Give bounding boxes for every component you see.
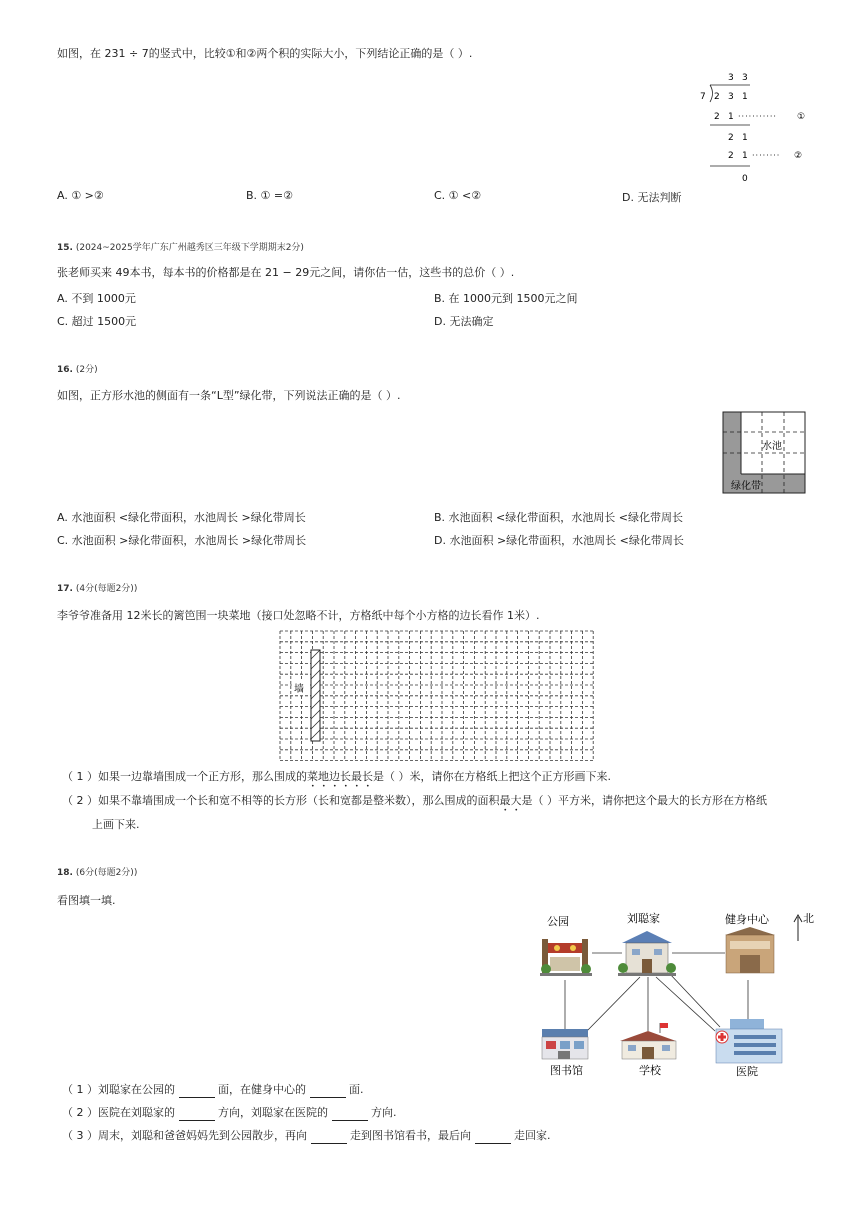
q17-sub1 [62, 769, 611, 790]
q17-sub2-emphasis: 最大 [499, 794, 522, 807]
dividend-digit: 3 [728, 92, 734, 102]
q15-option-c[interactable]: C. 超过 1500元 [57, 315, 137, 328]
q18-sub2-blank-2[interactable] [332, 1109, 368, 1121]
q17-sub1-emphasis: 菜地边长最长 [307, 770, 373, 783]
q18-sub2-text: （ 2 ）医院在刘聪家的 [62, 1106, 175, 1119]
q18-sub3-text: 走回家. [514, 1129, 551, 1142]
q18-sub1-blank-1[interactable] [179, 1086, 215, 1098]
q14-option-b[interactable]: B. ① =② [246, 189, 293, 202]
q18-sub3 [62, 1128, 551, 1144]
partial-digit: 1 [742, 133, 748, 143]
long-division-figure [698, 68, 810, 188]
gym-icon [725, 927, 775, 973]
home-label: 刘聪家 [627, 912, 660, 925]
q14-stem: 如图，在 231 ÷ 7的竖式中，比较①和②两个积的实际大小，下列结论正确的是（ ）. [57, 47, 473, 60]
library-label: 图书馆 [550, 1064, 583, 1077]
q18-sub1-text: （ 1 ）刘聪家在公园的 [62, 1083, 175, 1096]
q14-option-d[interactable]: D. 无法判断 [622, 191, 682, 204]
q18-sub1-blank-2[interactable] [310, 1086, 346, 1098]
north-arrow-icon [794, 915, 802, 941]
north-label: 北 [803, 912, 814, 925]
svg-text:········: ········ [752, 151, 781, 160]
q15-source: (2024~2025学年广东广州越秀区三年级下学期期末2分) [75, 243, 304, 253]
q17-sub1-text: （ 1 ）如果一边靠墙围成一个正方形，那么围成的 [62, 770, 307, 783]
partial-digit: 2 [728, 133, 734, 143]
mark-2: ② [794, 151, 803, 161]
product-digit: 1 [728, 112, 734, 122]
q15-header [57, 240, 304, 253]
pool-figure [722, 411, 807, 495]
q18-source: (6分(每题2分)) [75, 868, 138, 878]
q18-sub3-text: 走到图书馆看书，最后向 [350, 1129, 471, 1142]
product-digit: 2 [728, 151, 734, 161]
q18-sub1-text: 面. [349, 1083, 364, 1096]
svg-text:···········: ··········· [738, 112, 777, 121]
quotient-digit: 3 [742, 73, 748, 83]
q15-stem: 张老师买来 49本书，每本书的价格都是在 21 − 29元之间，请你估一估，这些书的总价（ ）. [57, 266, 515, 279]
library-icon [542, 1029, 588, 1059]
q14-option-a[interactable]: A. ① >② [57, 189, 104, 202]
park-icon [540, 939, 592, 976]
q18-sub2 [62, 1105, 397, 1121]
q15-option-a[interactable]: A. 不到 1000元 [57, 292, 136, 305]
q17-number: 17. [57, 584, 73, 594]
q18-sub2-blank-1[interactable] [179, 1109, 215, 1121]
q18-sub3-text: （ 3 ）周末，刘聪和爸爸妈妈先到公园散步，再向 [62, 1129, 307, 1142]
q18-sub2-text: 方向，刘聪家在医院的 [218, 1106, 328, 1119]
q16-option-c[interactable]: C. 水池面积 >绿化带面积，水池周长 >绿化带周长 [57, 534, 307, 547]
q18-number: 18. [57, 868, 73, 878]
mark-1: ① [797, 112, 806, 122]
grid-paper[interactable] [278, 629, 594, 763]
q17-sub2-text: （ 2 ）如果不靠墙围成一个长和宽不相等的长方形（长和宽都是整米数），那么围成的面积 [62, 794, 500, 807]
q16-option-d[interactable]: D. 水池面积 >绿化带面积，水池周长 <绿化带周长 [434, 534, 684, 547]
q16-option-b[interactable]: B. 水池面积 <绿化带面积，水池周长 <绿化带周长 [434, 511, 683, 524]
q18-sub3-blank-2[interactable] [475, 1132, 511, 1144]
q17-sub2-cont: 上画下来. [92, 818, 140, 831]
hospital-icon [716, 1019, 782, 1063]
park-label: 公园 [547, 915, 569, 928]
q16-stem: 如图，正方形水池的侧面有一条“L型”绿化带，下列说法正确的是（ ）. [57, 389, 401, 402]
product-digit: 1 [742, 151, 748, 161]
dividend-digit: 1 [742, 92, 748, 102]
q16-option-a[interactable]: A. 水池面积 <绿化带面积，水池周长 >绿化带周长 [57, 511, 306, 524]
q16-header [57, 362, 98, 375]
q18-sub2-text: 方向. [371, 1106, 397, 1119]
q18-sub1 [62, 1082, 364, 1098]
q15-number: 15. [57, 243, 73, 253]
q15-option-b[interactable]: B. 在 1000元到 1500元之间 [434, 292, 578, 305]
q16-number: 16. [57, 365, 73, 375]
quotient-digit: 3 [728, 73, 734, 83]
dividend-digit: 2 [714, 92, 720, 102]
belt-label: 绿化带 [731, 481, 761, 492]
product-digit: 2 [714, 112, 720, 122]
q15-option-d[interactable]: D. 无法确定 [434, 315, 494, 328]
q17-sub2-text-end: 是（ ）平方米，请你把这个最大的长方形在方格纸 [521, 794, 767, 807]
route-map [530, 905, 816, 1080]
q17-stem: 李爷爷准备用 12米长的篱笆围一块菜地（接口处忽略不计，方格纸中每个小方格的边长看作 1米）. [57, 609, 540, 622]
q18-stem: 看图填一填. [57, 894, 116, 907]
q17-sub1-text-end: 是（ ）米，请你在方格纸上把这个正方形画下来. [373, 770, 611, 783]
hospital-label: 医院 [736, 1065, 758, 1078]
q17-header [57, 581, 137, 594]
q16-source: (2分) [75, 365, 98, 375]
pool-label: 水池 [762, 441, 782, 452]
divisor: 7 [700, 92, 706, 102]
gym-label: 健身中心 [725, 913, 769, 926]
q14-option-c[interactable]: C. ① <② [434, 189, 482, 202]
q18-sub1-text: 面，在健身中心的 [218, 1083, 306, 1096]
q17-source: (4分(每题2分)) [75, 584, 138, 594]
q18-sub3-blank-1[interactable] [311, 1132, 347, 1144]
wall-label: 墙 [294, 684, 304, 695]
q18-header [57, 865, 137, 878]
home-icon [618, 931, 676, 976]
q17-sub2 [62, 793, 767, 814]
school-label: 学校 [639, 1064, 661, 1077]
remainder: 0 [742, 174, 748, 184]
